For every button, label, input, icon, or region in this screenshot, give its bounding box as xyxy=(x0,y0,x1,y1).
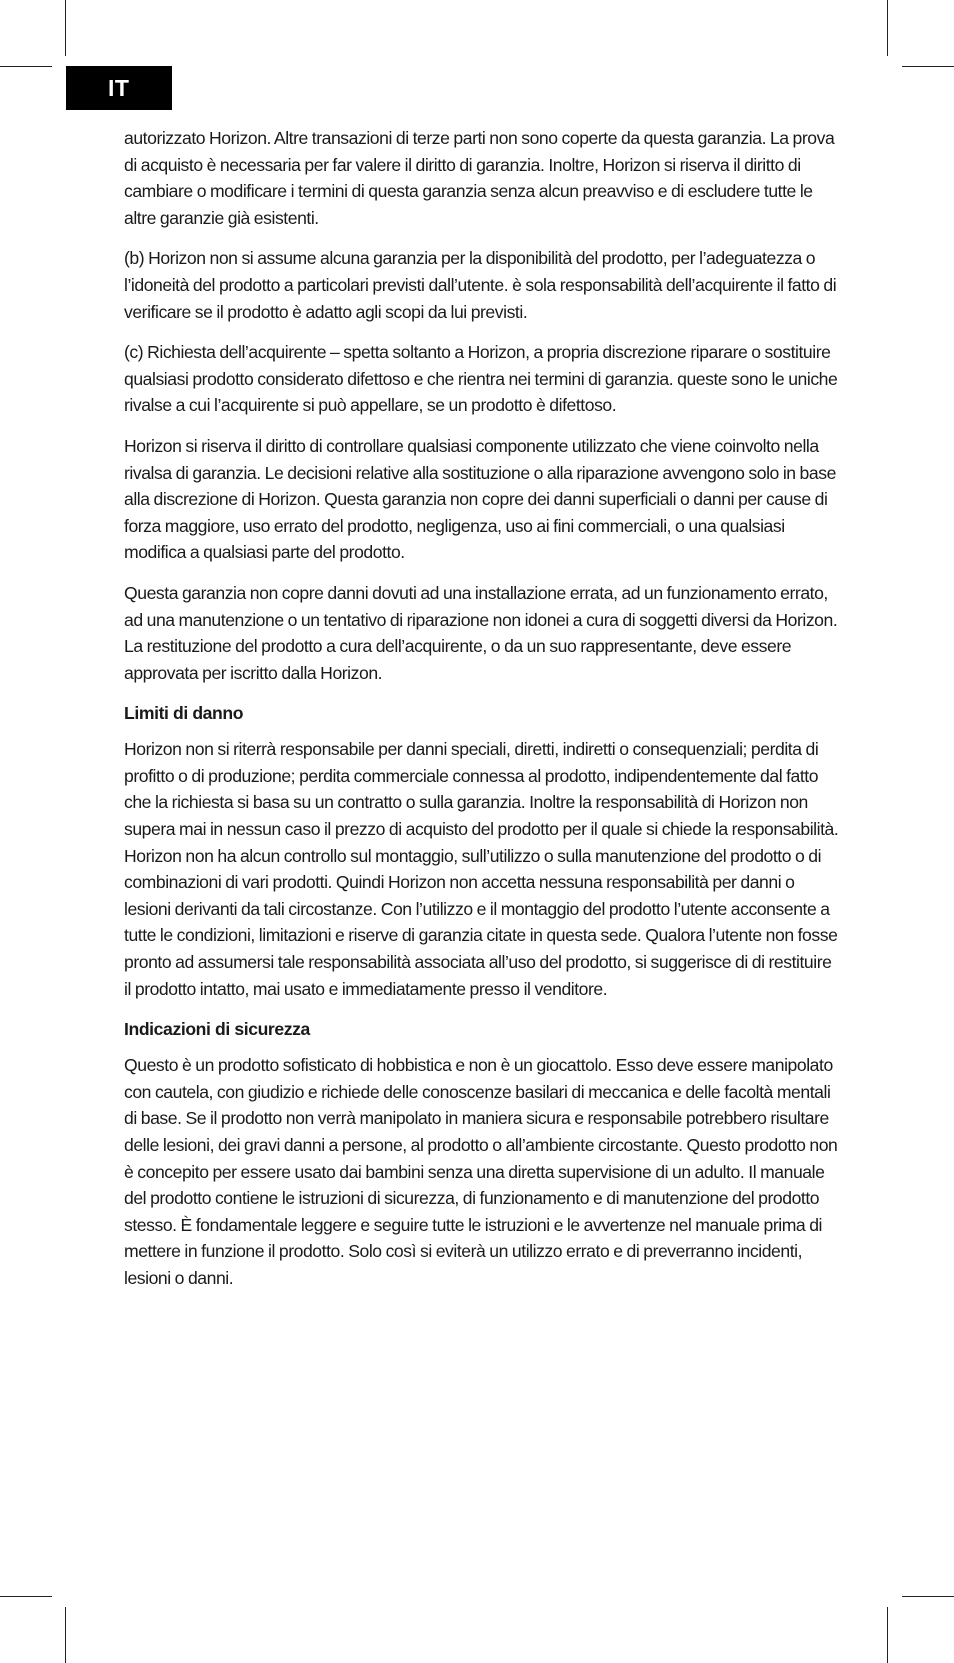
paragraph-availability: (b) Horizon non si assume alcuna garanzia per la disponibilità del prodotto, per l’adeguatezza o l’idoneità del prodotto a particolari previsti dall’utente. è sola responsabilità dell’acquirente il fatto di verificare se il prodotto è adatto agli scopi da lui previsti. xyxy=(124,248,837,322)
paragraph-buyer-request: (c) Richiesta dell’acquirente – spetta soltanto a Horizon, a propria discrezione riparare o sostituire qualsiasi prodotto considerato difettoso e che rientra nei termini di garanzia. queste sono le uniche rivalse a cui l’acquirente si può appellare, se un prodotto è difettoso. xyxy=(124,342,838,416)
crop-mark-top-right-horizontal xyxy=(902,66,954,67)
crop-mark-top-right-vertical xyxy=(887,0,888,56)
language-tab: IT xyxy=(66,66,172,110)
crop-mark-bottom-left-horizontal xyxy=(0,1596,52,1597)
crop-mark-bottom-right-horizontal xyxy=(902,1596,954,1597)
paragraph-exclusions: Questa garanzia non copre danni dovuti ad una installazione errata, ad un funzionamento errato, ad una manutenzione o un tentativo di riparazione non idonei a cura di soggetti diversi da Horizon. La restituzione del prodotto a cura dell’acquirente, o da un suo rappresentante, deve essere approvata per iscritto dalla Horizon. xyxy=(124,582,838,683)
crop-mark-bottom-left-vertical xyxy=(65,1607,66,1663)
section-heading-safety: Indicazioni di sicurezza xyxy=(124,1019,310,1040)
paragraph-safety: Questo è un prodotto sofisticato di hobbistica e non è un giocattolo. Esso deve essere manipolato con cautela, con giudizio e richiede delle conoscenze basilari di meccanica e delle facoltà mentali di base. Se il prodotto non verrà manipolato in maniera sicura e responsabile potrebbero risultare delle lesioni, dei gravi danni a persone, al prodotto o all’ambiente circostante. Questo prodotto non è concepito per essere usato dai bambini senza una diretta supervisione di un adulto. Il manuale del prodotto contiene le istruzioni di sicurezza, di funzionamento e di manutenzione del prodotto stesso. È fondamentale leggere e seguire tutte le istruzioni e le avvertenze nel manuale prima di mettere in funzione il prodotto. Solo così si eviterà un utilizzo errato e di preverranno incidenti, lesioni o danni. xyxy=(124,1055,838,1288)
crop-mark-top-left-vertical xyxy=(65,0,66,56)
crop-mark-top-left-horizontal xyxy=(0,66,52,67)
paragraph-warranty-terms: autorizzato Horizon. Altre transazioni di terze parti non sono coperte da questa garanzia. La prova di acquisto è necessaria per far valere il diritto di garanzia. Inoltre, Horizon si riserva il diritto di cambiare o modificare i termini di questa garanzia senza alcun preavviso e di escludere tutte le altre garanzie già esistenti. xyxy=(124,128,835,228)
paragraph-limits: Horizon non si riterrà responsabile per danni speciali, diretti, indiretti o consequenziali; perdita di profitto o di produzione; perdita commerciale connessa al prodotto, indipendentemente dal fatto che la richiesta si basa su un contratto o sulla garanzia. Inoltre la responsabilità di Horizon non supera mai in nessun caso il prezzo di acquisto del prodotto per il quale si chiede la responsabilità. Horizon non ha alcun controllo sul montaggio, sull’utilizzo o sulla manutenzione del prodotto o di combinazioni di vari prodotti. Quindi Horizon non accetta nessuna responsabilità per danni o lesioni derivanti da tali circostanze. Con l’utilizzo e il montaggio del prodotto l’utente acconsente a tutte le condizioni, limitazioni e riserve di garanzia citate in questa sede. Qualora l’utente non fosse pronto ad assumersi tale responsabilità associata all’uso del prodotto, si suggerisce di di restituire il prodotto intatto, mai usato e immediatamente presso il venditore. xyxy=(124,739,839,999)
section-heading-limits: Limiti di danno xyxy=(124,703,244,724)
crop-mark-bottom-right-vertical xyxy=(887,1607,888,1663)
page-body xyxy=(124,125,840,1306)
paragraph-inspection: Horizon si riserva il diritto di controllare qualsiasi componente utilizzato che viene coinvolto nella rivalsa di garanzia. Le decisioni relative alla sostituzione o alla riparazione avvengono solo in base alla discrezione di Horizon. Questa garanzia non copre dei danni superficiali o danni per cause di forza maggiore, uso errato del prodotto, negligenza, uso ai fini commerciali, o una qualsiasi modifica a qualsiasi parte del prodotto. xyxy=(124,435,836,563)
